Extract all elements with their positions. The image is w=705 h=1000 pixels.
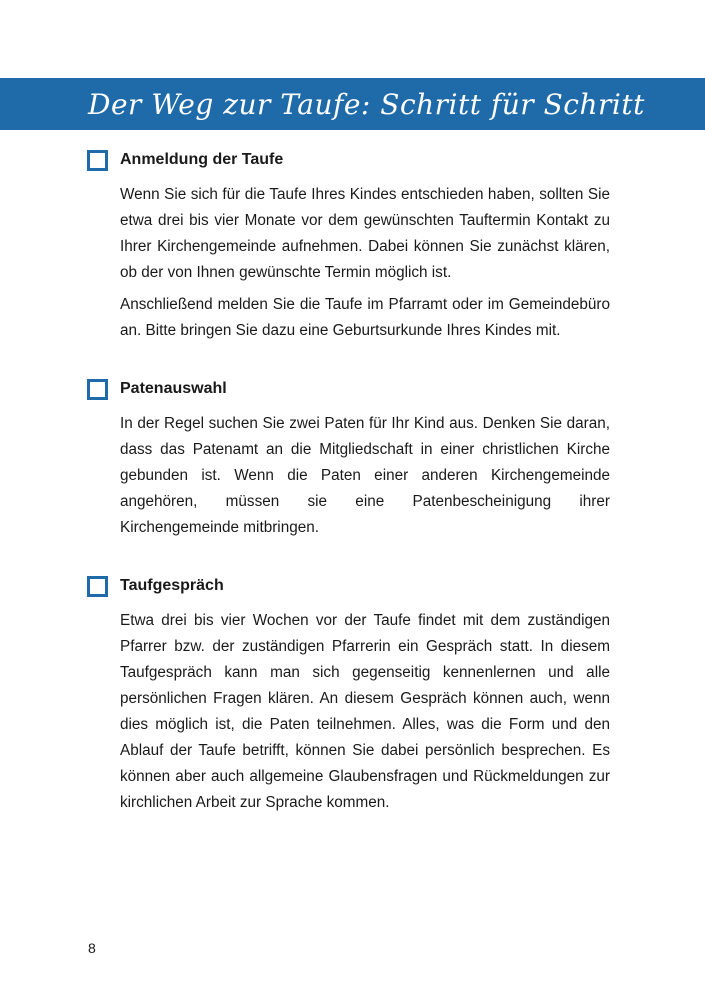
checkbox-icon[interactable] (87, 379, 108, 400)
checkbox-icon[interactable] (87, 150, 108, 171)
paragraph: Anschließend melden Sie die Taufe im Pfarramt oder im Gemeindebüro an. Bitte bringen Sie dazu eine Geburtsurkunde Ihres Kindes mit. (120, 296, 610, 339)
section-header (0, 576, 705, 604)
paragraph: Etwa drei bis vier Wochen vor der Taufe findet mit dem zuständigen Pfarrer bzw. der zuständigen Pfarrerin ein Gespräch statt. In diesem Taufgespräch kann man sich gegenseitig kennenlernen und alle persönlichen Fragen klären. An diesem Gespräch können auch, wenn dies möglich ist, die Paten teilnehmen. Alles, was die Form und den Ablauf der Taufe betrifft, können Sie dabei persönlich besprechen. Es können aber auch allgemeine Glaubensfragen und Rückmeldungen zur kirchlichen Arbeit zur Sprache kommen. (120, 612, 610, 811)
section-header (0, 150, 705, 178)
paragraph: In der Regel suchen Sie zwei Paten für Ihr Kind aus. Denken Sie daran, dass das Patenamt an die Mitgliedschaft in einer christlichen Kirche gebunden ist. Wenn die Paten einer anderen Kirchengemeinde angehören, müssen sie eine Patenbescheinigung ihrer Kirchengemeinde mitbringen. (120, 415, 610, 536)
section-taufgespraech (0, 576, 705, 816)
section-heading: Taufgespräch (120, 577, 224, 594)
checkbox-icon[interactable] (87, 576, 108, 597)
page-number: 8 (88, 940, 96, 956)
section-heading: Anmeldung der Taufe (120, 151, 284, 168)
title-banner (0, 78, 705, 130)
section-anmeldung (0, 150, 705, 344)
section-heading: Patenauswahl (120, 380, 227, 397)
section-patenauswahl (0, 379, 705, 541)
page-title: Der Weg zur Taufe: Schritt für Schritt (88, 88, 645, 121)
section-header (0, 379, 705, 407)
paragraph: Wenn Sie sich für die Taufe Ihres Kindes entschieden haben, sollten Sie etwa drei bis vier Monate vor dem gewünschten Tauftermin Kontakt zu Ihrer Kirchengemeinde aufnehmen. Dabei können Sie zunächst klären, ob der von Ihnen gewünschte Termin möglich ist. (120, 186, 610, 281)
